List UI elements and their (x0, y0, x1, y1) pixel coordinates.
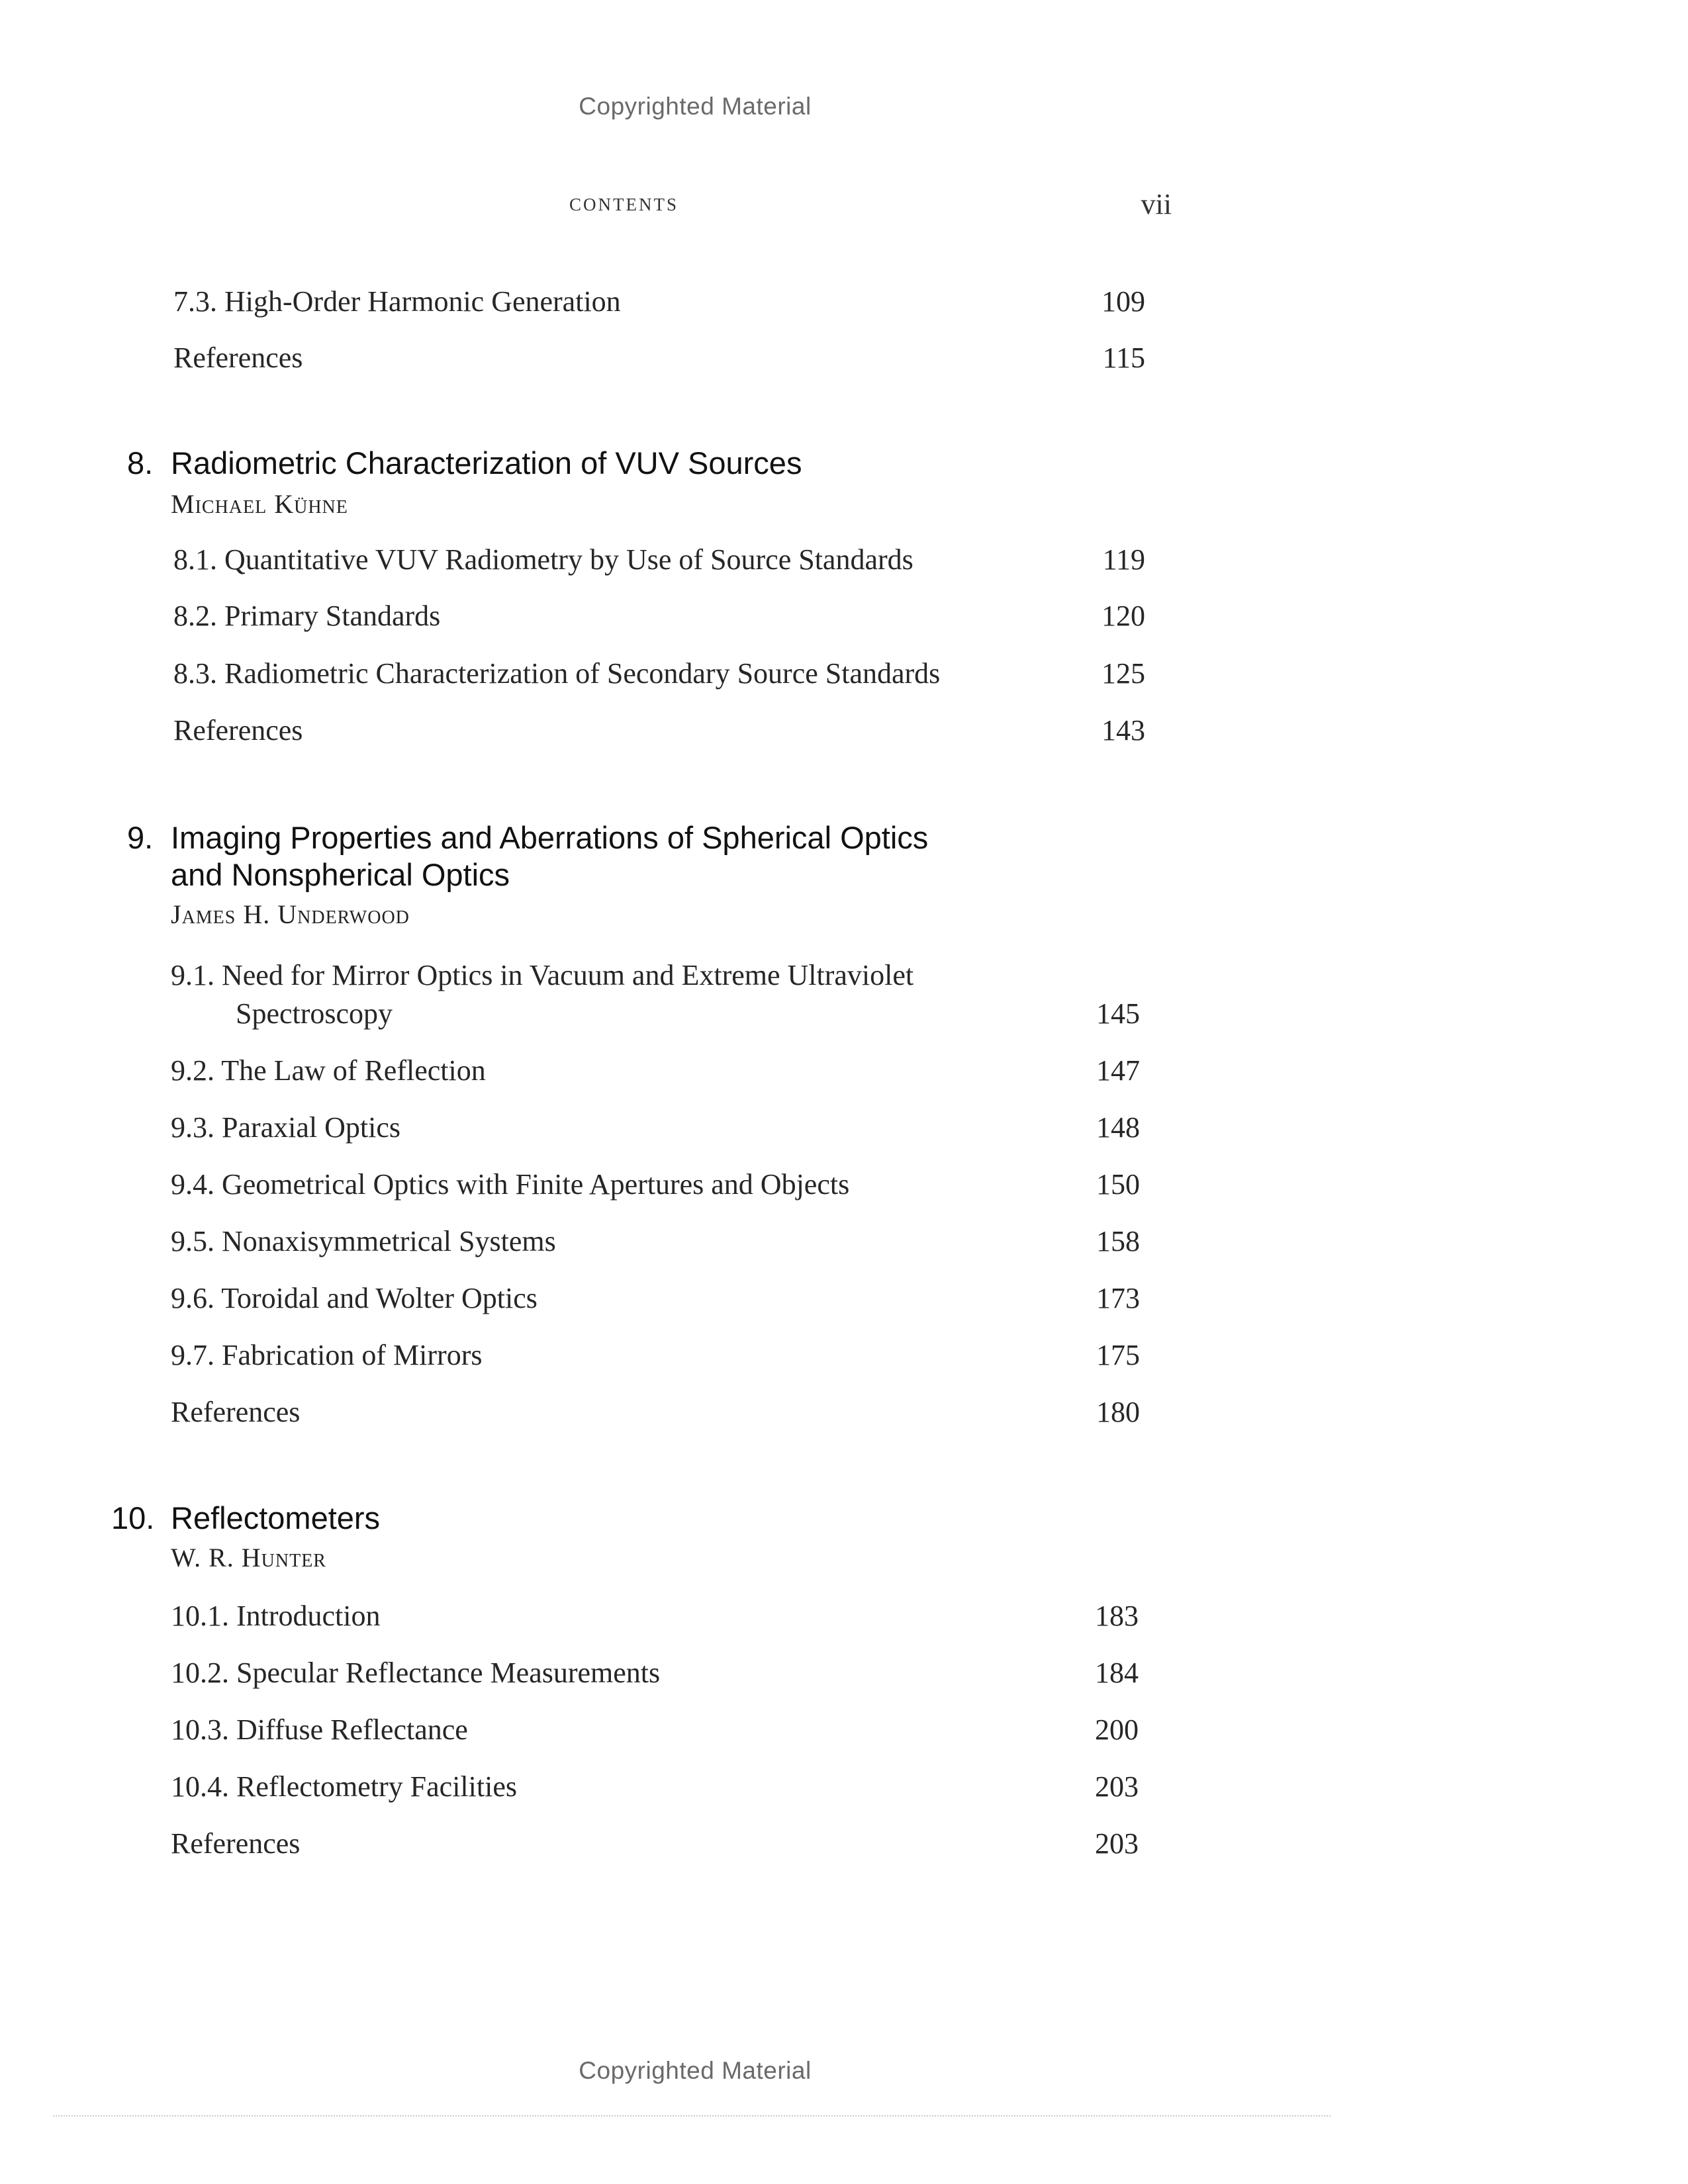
page-ref: 150 (1096, 1168, 1140, 1201)
toc-entry-8-3 (173, 657, 940, 690)
page-ref: 109 (1102, 285, 1145, 318)
section-title: Toroidal and Wolter Optics (221, 1282, 538, 1314)
toc-entry-10-references (171, 1827, 300, 1860)
section-number: 9.7. (171, 1339, 214, 1371)
section-title: References (171, 1396, 301, 1428)
toc-entry-9-1 (171, 958, 914, 992)
chapter-number: 8. (127, 445, 154, 480)
section-number: 8.2. (173, 600, 217, 632)
section-title: Primary Standards (224, 600, 441, 632)
section-title: High-Order Harmonic Generation (224, 285, 621, 318)
chapter-author: James H. Underwood (171, 899, 410, 929)
section-number: 10.1. (171, 1600, 229, 1632)
page-ref: 175 (1096, 1339, 1140, 1371)
toc-entry-8-2 (173, 599, 440, 633)
section-number: 10.4. (171, 1770, 229, 1803)
chapter-title-line-1: Imaging Properties and Aberrations of Spherical Optics (171, 820, 929, 855)
page-ref: 173 (1096, 1282, 1140, 1314)
section-title: Specular Reflectance Measurements (236, 1657, 661, 1689)
section-number: 9.1. (171, 959, 214, 991)
toc-entry-7-3 (173, 285, 621, 318)
page-ref: 180 (1096, 1396, 1140, 1428)
chapter-title-line-2: and Nonspherical Optics (171, 857, 510, 892)
toc-entry-9-6 (171, 1281, 538, 1315)
section-number: 9.2. (171, 1054, 214, 1087)
section-title: Diffuse Reflectance (236, 1713, 468, 1746)
section-title: Paraxial Optics (222, 1111, 401, 1144)
scan-edge-rule (53, 2115, 1331, 2116)
page-ref: 119 (1102, 543, 1145, 576)
section-number: 10.3. (171, 1713, 229, 1746)
section-number: 7.3. (173, 285, 217, 318)
page-ref: 203 (1095, 1827, 1139, 1860)
chapter-author: W. R. Hunter (171, 1543, 326, 1572)
chapter-number: 10. (111, 1500, 155, 1535)
page-ref: 145 (1096, 997, 1140, 1030)
copyright-watermark-top: Copyrighted Material (579, 93, 812, 120)
page-ref: 148 (1096, 1111, 1140, 1144)
toc-entry-9-2 (171, 1054, 486, 1087)
chapter-number: 9. (127, 820, 154, 855)
toc-entry-9-3 (171, 1111, 400, 1144)
toc-entry-10-1 (171, 1599, 381, 1633)
section-title: The Law of Reflection (221, 1054, 486, 1087)
page-number: vii (1141, 188, 1172, 220)
section-title-line-1: Need for Mirror Optics in Vacuum and Extreme Ultraviolet (222, 959, 914, 991)
page-ref: 115 (1102, 341, 1145, 374)
section-number: 8.1. (173, 543, 217, 576)
toc-entry-9-4 (171, 1167, 849, 1201)
toc-entry-7-references (173, 341, 303, 375)
page-ref: 200 (1095, 1713, 1139, 1746)
page-ref: 183 (1095, 1600, 1139, 1632)
toc-entry-10-4 (171, 1770, 517, 1803)
section-title: Quantitative VUV Radiometry by Use of Source Standards (224, 543, 914, 576)
page-ref: 120 (1102, 600, 1145, 632)
toc-entry-9-1-continued (236, 997, 393, 1030)
page-ref: 158 (1096, 1225, 1140, 1257)
toc-entry-8-references (173, 713, 303, 747)
toc-entry-8-1 (173, 543, 914, 576)
page-ref: 147 (1096, 1054, 1140, 1087)
section-title: References (173, 714, 303, 747)
section-number: 9.3. (171, 1111, 214, 1144)
section-title: References (171, 1827, 301, 1860)
section-title: Radiometric Characterization of Secondary Source Standards (224, 657, 941, 690)
section-title-line-2: Spectroscopy (236, 997, 393, 1030)
section-number: 9.5. (171, 1225, 214, 1257)
chapter-title: Radiometric Characterization of VUV Sources (171, 445, 802, 480)
copyright-watermark-bottom: Copyrighted Material (579, 2057, 812, 2084)
section-number: 9.4. (171, 1168, 214, 1201)
page-ref: 203 (1095, 1770, 1139, 1803)
toc-entry-9-7 (171, 1338, 482, 1372)
page-ref: 184 (1095, 1657, 1139, 1689)
section-title: Fabrication of Mirrors (222, 1339, 483, 1371)
section-title: Nonaxisymmetrical Systems (222, 1225, 556, 1257)
section-number: 8.3. (173, 657, 217, 690)
page-ref: 143 (1102, 714, 1145, 747)
chapter-author: Michael Kühne (171, 489, 348, 519)
toc-entry-10-2 (171, 1656, 660, 1690)
section-title: Introduction (236, 1600, 381, 1632)
toc-entry-10-3 (171, 1713, 468, 1747)
chapter-title: Reflectometers (171, 1500, 381, 1535)
section-title: Reflectometry Facilities (236, 1770, 517, 1803)
section-title: References (173, 341, 303, 374)
running-head: CONTENTS (569, 195, 679, 214)
toc-entry-9-5 (171, 1224, 556, 1258)
page-ref: 125 (1102, 657, 1145, 690)
toc-entry-9-references (171, 1395, 300, 1429)
section-title: Geometrical Optics with Finite Apertures and Objects (222, 1168, 850, 1201)
section-number: 10.2. (171, 1657, 229, 1689)
section-number: 9.6. (171, 1282, 214, 1314)
